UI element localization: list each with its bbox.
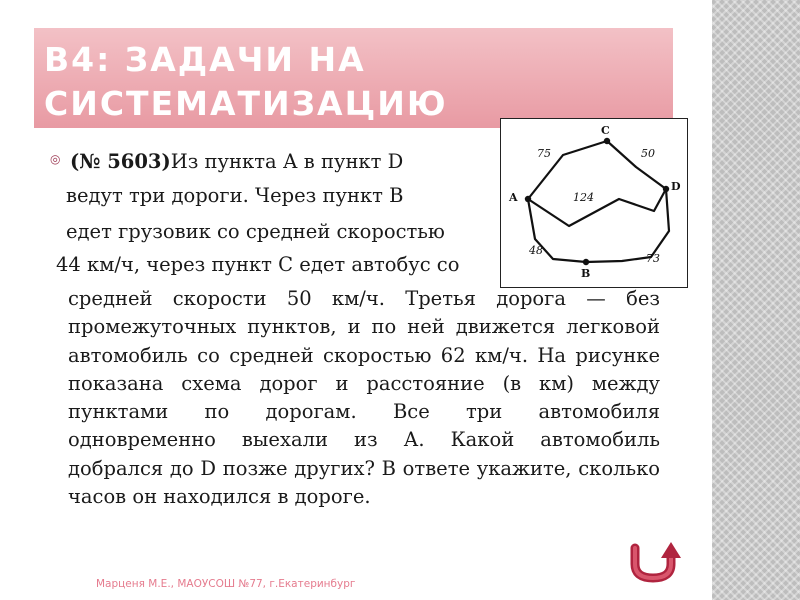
footer-credit: Марценя М.Е., МАОУСОШ №77, г.Екатеринбург [96,578,356,590]
distance-bd-label: 73 [646,252,660,265]
return-arrow-icon [627,540,683,584]
problem-line3: едет грузовик со средней скоростью [66,220,445,243]
problem-line1 [70,150,403,173]
problem-line4: 44 км/ч, через пункт С едет автобус со [56,253,460,276]
distance-ad-label: 124 [573,191,594,204]
point-d-marker [663,186,669,192]
problem-paragraph: средней скорости 50 км/ч. Третья дорога — без промежуточных пунктов, и по ней движется легковой автомобиль со средней скоростью 62 км/ч. На рисунке показана схема дорог и расстояние (в км) между пунктами по дорогам. Все три автомобиля одновременно выехали из А. Какой автомобиль добрался до D позже других? В ответе укажите, сколько часов он находился в дороге. [68,287,660,509]
point-b-marker [583,259,589,265]
point-a-label: A [509,191,518,204]
distance-cd-label: 50 [641,147,655,160]
distance-ab-label: 48 [529,244,543,257]
problem-number: (№ 5603) [70,150,171,173]
slide-title-line2: СИСТЕМАТИЗАЦИЮ [44,84,448,123]
return-arrow-button[interactable] [627,540,683,584]
point-c-label: C [601,124,610,137]
road-direct [528,189,666,226]
road-diagram [500,118,688,288]
point-a-marker [525,196,531,202]
point-c-marker [604,138,610,144]
side-decor-panel [712,0,800,600]
distance-ac-label: 75 [537,147,551,160]
problem-line1-text: Из пункта А в пункт D [170,150,404,173]
target-bullet-icon: ◎ [50,152,61,166]
point-d-label: D [671,180,681,193]
problem-line2: ведут три дороги. Через пункт В [66,184,404,207]
point-b-label: B [581,267,591,280]
slide-title-line1: В4: ЗАДАЧИ НА [44,40,366,79]
road-diagram-svg [501,119,687,287]
